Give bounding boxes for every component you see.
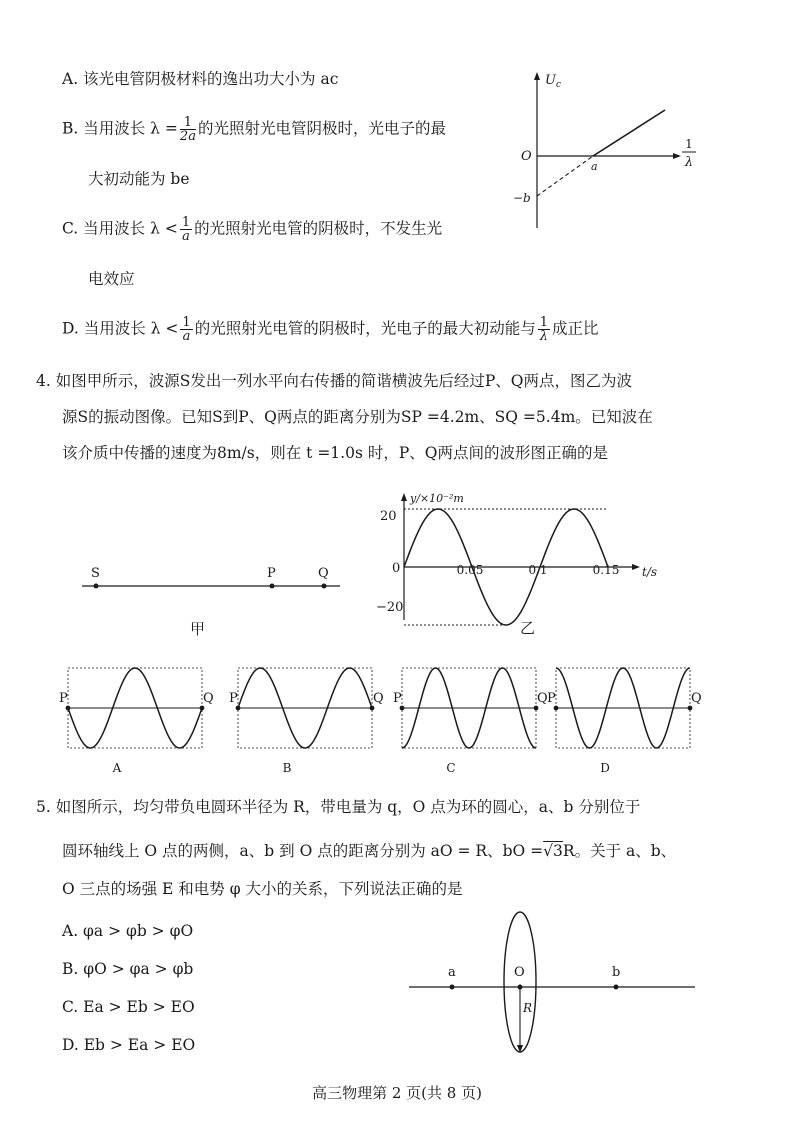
q4-option-point-p xyxy=(236,706,241,711)
q4-option-label-q: Q xyxy=(203,691,214,706)
q4-option-point-q xyxy=(688,706,693,711)
q4-yi-x-label: t/s xyxy=(642,565,658,579)
q5-text-line2: 圆环轴线上 O 点的两侧，a、b 到 O 点的距离分别为 aO = R、bO =√3R。关于 a、b、 xyxy=(62,842,677,860)
q4-option-label-q: Q xyxy=(691,691,702,706)
q3-graph-dashed xyxy=(537,156,593,196)
q4-yi-ytick-20: 20 xyxy=(380,509,397,524)
q3-option-c xyxy=(62,216,442,243)
q4-option-label-q: Q xyxy=(537,691,548,706)
q3-origin-label: O xyxy=(521,149,532,164)
q4-yi-xtick-0.15: 0.15 xyxy=(592,563,620,577)
q3-option-c-text: 的光照射光电管的阴极时，不发生光 xyxy=(194,219,443,238)
q4-option-c-figure xyxy=(392,664,548,775)
q3-option-c-line2: 电效应 xyxy=(88,270,135,288)
q4-option-b-figure xyxy=(228,664,384,775)
q4-option-label: A xyxy=(112,761,122,775)
q5-label-a: a xyxy=(448,965,456,980)
q4-yi-ytick-neg20: −20 xyxy=(376,600,404,615)
q4-yi-y-label: y/×10⁻²m xyxy=(410,492,464,505)
q5-label-b: b xyxy=(612,965,621,980)
q3-option-d-fraction2: $\frac{1}{\lambda}$ xyxy=(539,315,548,344)
q4-option-point-p xyxy=(400,706,405,711)
q4-option-point-q xyxy=(534,706,539,711)
q5-option-b: B. φO > φa > φb xyxy=(62,960,194,978)
q4-option-label: D xyxy=(600,761,610,775)
q5-option-a: A. φa > φb > φO xyxy=(62,922,194,940)
q4-text-line3: 该介质中传播的速度为8m/s，则在 t =1.0s 时，P、Q两点间的波形图正确的是 xyxy=(62,444,608,462)
q3-x-intercept-label: a xyxy=(591,160,598,173)
q5-option-d: D. Eb > Ea > EO xyxy=(62,1036,196,1054)
q4-option-point-q xyxy=(370,706,375,711)
q4-option-d-figure xyxy=(546,664,702,775)
q4-jia-label-p: P xyxy=(267,566,276,581)
q3-option-b-prefix: B. 当用波长 λ = xyxy=(62,119,178,138)
q4-option-label-q: Q xyxy=(373,691,384,706)
q5-label-o: O xyxy=(514,965,525,980)
q3-option-d-fraction: $\frac{1}{a}$ xyxy=(182,315,191,344)
q4-option-point-p xyxy=(554,706,559,711)
q4-fig-jia xyxy=(82,562,352,642)
q4-jia-caption: 甲 xyxy=(190,620,206,638)
q4-option-point-p xyxy=(66,706,71,711)
q4-yi-xtick-0.1: 0.1 xyxy=(528,563,548,577)
q4-fig-yi xyxy=(370,488,660,638)
q3-y-intercept-label: −b xyxy=(513,191,531,205)
q3-x-arrow-icon xyxy=(673,153,681,159)
q3-option-c-prefix: C. 当用波长 λ < xyxy=(62,219,178,238)
q4-option-label-p: P xyxy=(229,691,238,706)
q4-yi-ytick-0: 0 xyxy=(392,561,401,576)
q3-option-d xyxy=(62,316,599,343)
q3-graph-line xyxy=(593,110,665,156)
q4-jia-point-q xyxy=(322,584,327,589)
q4-option-label: C xyxy=(446,761,456,775)
q4-jia-point-s xyxy=(94,584,99,589)
q5-sqrt3: √3 xyxy=(543,842,563,860)
q4-option-label-p: P xyxy=(547,691,556,706)
q4-option-point-q xyxy=(200,706,205,711)
q4-jia-label-q: Q xyxy=(318,566,329,581)
q5-point-a xyxy=(450,985,455,990)
q4-text-line1: 4. 如图甲所示，波源S发出一列水平向右传播的简谐横波先后经过P、Q两点，图乙为波 xyxy=(36,372,632,390)
q4-jia-label-s: S xyxy=(91,566,100,581)
q5-text-line3: O 三点的场强 E 和电势 φ 大小的关系，下列说法正确的是 xyxy=(62,880,463,898)
q5-point-b xyxy=(614,985,619,990)
q4-option-label-p: P xyxy=(393,691,402,706)
q3-option-b-line2: 大初动能为 be xyxy=(88,170,190,188)
q4-yi-xtick-0.05: 0.05 xyxy=(456,563,484,577)
q3-option-d-text: 的光照射光电管的阴极时，光电子的最大初动能与 xyxy=(194,319,536,338)
q4-option-label: B xyxy=(282,761,292,775)
q3-option-b-fraction: $\frac{1}{2a}$ xyxy=(179,115,196,144)
q3-option-b-text: 的光照射光电管阴极时，光电子的最 xyxy=(197,119,446,138)
q3-uc-graph xyxy=(505,68,695,238)
q3-option-a: A. 该光电管阴极材料的逸出功大小为 ac xyxy=(62,70,339,88)
q4-option-label-p: P xyxy=(59,691,68,706)
q3-option-b xyxy=(62,116,446,143)
q5-label-r: R xyxy=(523,1001,533,1015)
q3-x-label-num: 1 xyxy=(685,137,693,151)
q3-option-d-prefix: D. 当用波长 λ < xyxy=(62,319,179,338)
q3-option-c-fraction: $\frac{1}{a}$ xyxy=(181,215,191,244)
q3-option-d-suffix: 成正比 xyxy=(551,319,599,338)
q5-ring-figure xyxy=(405,912,705,1062)
q4-yi-caption: 乙 xyxy=(520,619,536,637)
page-footer: 高三物理第 2 页(共 8 页) xyxy=(312,1084,482,1102)
q5-option-c: C. Ea > Eb > EO xyxy=(62,998,195,1016)
q5-text-line1: 5. 如图所示，均匀带负电圆环半径为 R，带电量为 q，O 点为环的圆心，a、b 分别位于 xyxy=(36,798,641,816)
q3-y-label: $U_c$ xyxy=(545,73,562,90)
q4-text-line2: 源S的振动图像。已知S到P、Q两点的距离分别为SP =4.2m、SQ =5.4m。已知波在 xyxy=(62,408,653,426)
q4-yi-x-arrow-icon xyxy=(632,564,640,570)
q3-x-label-den: λ xyxy=(684,155,694,170)
q4-jia-point-p xyxy=(270,584,275,589)
q4-option-a-figure xyxy=(58,664,214,775)
q4-yi-y-arrow-icon xyxy=(401,493,407,501)
q3-y-arrow-icon xyxy=(534,72,540,80)
